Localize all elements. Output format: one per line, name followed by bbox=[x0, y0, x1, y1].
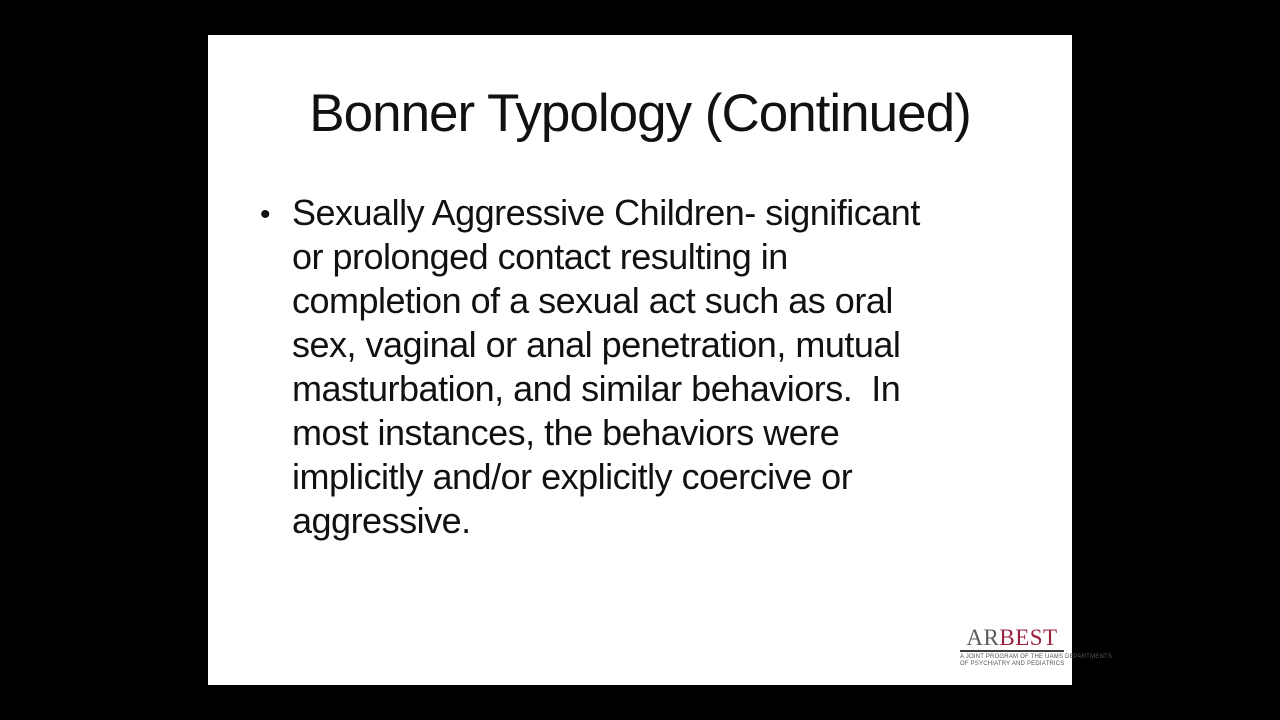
bullet-marker: • bbox=[260, 198, 271, 231]
bullet-line: or prolonged contact resulting in bbox=[292, 236, 788, 277]
bullet-line: aggressive. bbox=[292, 500, 471, 541]
logo-caption-line1: A JOINT PROGRAM OF THE UAMS DEPARTMENTS bbox=[960, 654, 1113, 660]
bullet-item bbox=[260, 191, 1002, 543]
logo-caption-line2: OF PSYCHIATRY AND PEDIATRICS bbox=[960, 661, 1065, 667]
arbest-logo-ar-text: AR bbox=[966, 625, 1000, 650]
bullet-paragraph bbox=[292, 191, 1002, 543]
bullet-line: masturbation, and similar behaviors. In bbox=[292, 368, 901, 409]
bullet-line: implicitly and/or explicitly coercive or bbox=[292, 456, 853, 497]
arbest-logo bbox=[960, 625, 1113, 668]
arbest-logo-wordmark bbox=[960, 626, 1064, 649]
logo-divider-rule bbox=[960, 650, 1064, 652]
arbest-logo-best-text: BEST bbox=[999, 625, 1058, 650]
bullet-line: most instances, the behaviors were bbox=[292, 412, 840, 453]
bullet-line: Sexually Aggressive Children- significant bbox=[292, 192, 920, 233]
slide-title: Bonner Typology (Continued) bbox=[309, 84, 971, 143]
bullet-line: completion of a sexual act such as oral bbox=[292, 280, 893, 321]
bullet-line: sex, vaginal or anal penetration, mutual bbox=[292, 324, 901, 365]
presentation-slide bbox=[208, 35, 1113, 685]
